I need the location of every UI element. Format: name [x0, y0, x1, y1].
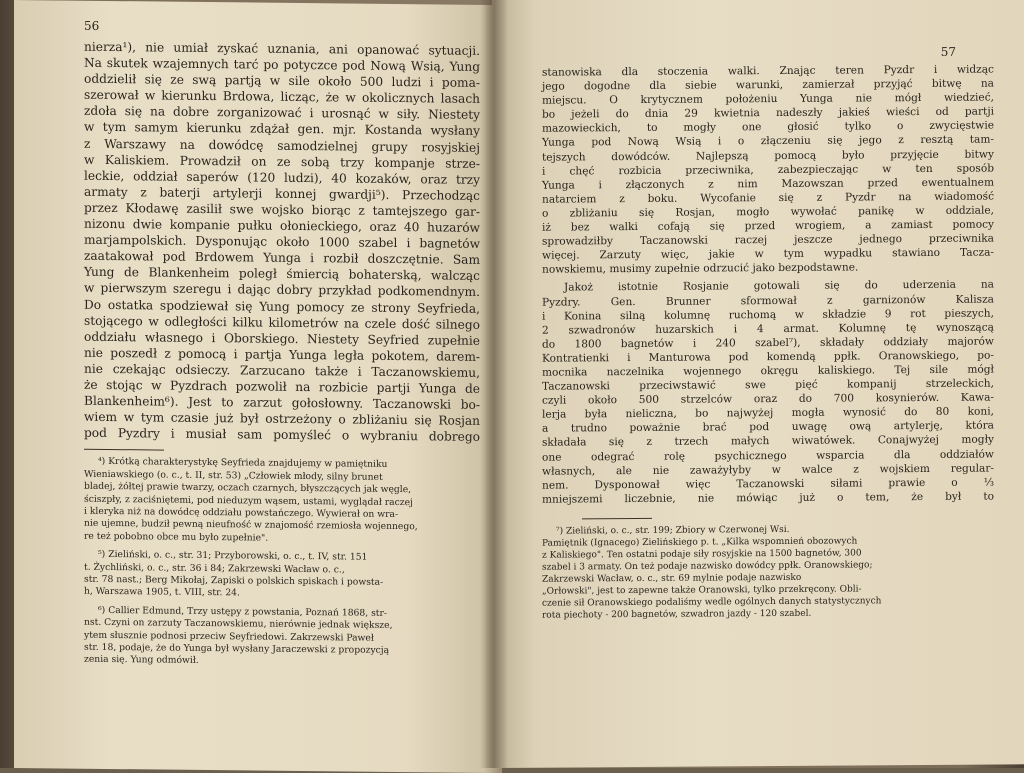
- text-line: 2 szwadronów huzarskich i 4 armat. Kolumnę tę wynoszącą: [542, 321, 994, 337]
- footnote-line: ytem słusznie podnosi przeciw Seyfriedowi. Zakrzewski Paweł: [84, 629, 374, 644]
- text-line: marjampolskich. Dysponując około 1000 szabel i bagnetów: [84, 232, 480, 252]
- text-line: wiem w tym czasie już był ostrzeżony o zbliżaniu się Rosjan: [84, 409, 480, 429]
- right-page: [492, 0, 1024, 768]
- left-body-text: [84, 39, 480, 445]
- text-line: armaty z baterji artylerji konnej gwardji⁵). Przechodząc: [84, 184, 480, 203]
- text-line: Yung de Blankenheim poległ śmiercią bohaterską, walcząc: [84, 265, 480, 284]
- text-line: Pyzdry. Gen. Brunner sformował z garnizonów Kalisza: [542, 292, 994, 309]
- footnote-line: ⁷) Zieliński, o. c., str. 199; Zbiory w Czerwonej Wsi.: [556, 524, 790, 537]
- text-line: więcej. Zarzuty więc, jakie w tym wypadku stawiano Tacza-: [542, 246, 994, 262]
- footnote-line: bladej, żółtej prawie twarzy, oczach czarnych, błyszczących jak węgle,: [84, 480, 412, 496]
- footnote-line: ściszpły, z zaciśniętemi, pod nieduzym wąsem, ustami, wyglądał raczej: [84, 493, 413, 508]
- text-line: mniejszemi liczebnie, nie mówiąc już o tem, że był to: [542, 490, 994, 506]
- text-line: sprowadziłby Taczanowski raczej jeszcze jednego przeciwnika: [542, 232, 994, 248]
- text-line: stojącego w odległości kilku kilometrów na czele dość silnego: [84, 313, 480, 332]
- right-footnotes: [542, 522, 994, 621]
- page-number-left: 56: [84, 18, 100, 33]
- text-line: a trudno poważnie brać pod uwagę ową artylerję, która: [542, 419, 994, 435]
- footnote: [542, 522, 994, 621]
- text-line: do 1800 bagnetów i 240 szabel⁷), składały oddziały majorów: [542, 335, 994, 351]
- text-line: natarciem z boku. Wycofanie się z Pyzdr na wiadomość: [542, 190, 994, 206]
- text-line: Na skutek wzajemnych tarć po potyczce pod Nową Wsią, Yung: [84, 55, 480, 74]
- footnote-line: rota piechoty - 200 bagnetów, szwadron jazdy - 120 szabel.: [542, 608, 812, 621]
- left-page: [14, 0, 502, 773]
- footnote-separator: [84, 449, 164, 451]
- text-line: składała się z trzech małych wiwatówek. Conajwyżej mogły: [542, 433, 994, 450]
- text-line: czyli około 500 strzelców oraz do 700 kosynierów. Kawa-: [542, 391, 994, 407]
- text-line: one odegrać rolę psychicznego wsparcia dla oddziałów: [542, 448, 994, 464]
- text-line: Kontratienki i Manturowa pod komendą ppłk. Oranowskiego, po-: [542, 349, 994, 365]
- text-line: bo jeżeli do dnia 29 kwietnia nadeszły jakieś wieści od partji: [542, 105, 994, 121]
- text-line: miejscu. O krytycznem położeniu Yunga nie mógł wiedzieć,: [542, 91, 994, 107]
- right-body-text: [542, 62, 994, 277]
- text-line: iż bez walki cofają się przed wrogiem, a zamiast pomocy: [542, 218, 994, 234]
- text-line: Jakoż istotnie Rosjanie gotowali się do uderzenia na: [564, 278, 994, 294]
- text-line: mazowieckich, to mogły one głosić tylko o zwycięstwie: [542, 119, 994, 136]
- text-line: Taczanowski przeciwstawić swe pięć kompanij strzeleckich,: [542, 377, 994, 393]
- book-gutter: [480, 0, 508, 768]
- text-line: Yunga pod Nową Wsią i o złączeniu się jego z resztą tam-: [542, 133, 994, 150]
- text-line: przez Kłodawę zasilił swe wojsko biorąc z tamtejszego gar-: [84, 200, 480, 219]
- text-line: z Warszawy na dowódcę samodzielnej grupy rosyjskiej: [84, 136, 480, 155]
- text-line: zaatakował pod Brdowem Yunga i rozbił doszczętnie. Sam: [84, 248, 480, 268]
- text-line: w Kaliskiem. Prowadził on ze sobą trzy kompanje strze-: [84, 152, 480, 171]
- text-line: leckie, oddział saperów (120 ludzi), 40 kozaków, oraz trzy: [84, 168, 480, 187]
- text-line: lerja była nieliczna, bo najwyżej mogła wynosić do 80 koni,: [542, 405, 994, 421]
- footnote-line: Zakrzewski Wacław, o. c., str. 69 mylnie podaje nazwisko: [542, 572, 802, 585]
- text-line: jego dogodne dla siebie warunki, zamierzał przyjąć bitwę na: [542, 77, 994, 93]
- footnote-line: Wieniawskiego (o. c., t. II, str. 53) „Człowiek młody, silny brunet: [84, 468, 383, 483]
- footnote: [84, 456, 480, 547]
- footnote-line: str. 78 nast.; Berg Mikołaj, Zapiski o polskich spiskach i powsta-: [84, 573, 384, 588]
- footnote-separator: [582, 518, 652, 519]
- text-line: oddziału własnego i Oborskiego. Niestety Seyfried zupełnie: [84, 329, 480, 348]
- text-line: i Konina silną kolumnę ruchomą w składzie 9 rot pieszych,: [542, 307, 994, 323]
- text-line: stanowiska dla stoczenia walki. Znając teren Pyzdr i widząc: [542, 63, 994, 79]
- footnote-line: czenie sił Oranowskiego podaliśmy wedle ogólnych danych statystycznych: [542, 596, 882, 609]
- text-line: Do ostatka spodziewał się Yung pomocy ze strony Seyfrieda,: [84, 297, 480, 316]
- text-line: Blankenheim⁶). Jest to zarzut gołosłowny. Taczanowski bo-: [84, 393, 480, 412]
- footnote-line: zenia się. Yung odmówił.: [84, 654, 199, 667]
- text-line: mocnika naczelnika wojennego okręgu kaliskiego. Tej sile mógł: [542, 363, 994, 379]
- text-line: nierza¹), nie umiał zyskać uznania, ani opanować sytuacji.: [84, 39, 480, 58]
- text-line: pod Pyzdry i musiał sam pomyśleć o wybraniu dobrego: [84, 425, 480, 445]
- footnote-line: nie ujemne, budził pewną nieufność w znajomość rzemiosła wojennego,: [84, 518, 418, 533]
- footnote-line: ⁵) Zieliński, o. c., str. 31; Przyborowski, o. c., t. IV, str. 151: [98, 549, 368, 563]
- page-number-right: 57: [940, 44, 956, 59]
- text-line: nowskiemu, musimy zupełnie odrzucić jako bezpodstawne.: [542, 261, 859, 276]
- footnote-line: i kleryka niż na dowódcę oddziału powstańczego. Wywierał on wra-: [84, 505, 399, 520]
- footnote-line: „Orłowski", jest to zapewne także Oranowski, tylko przekręcony. Obli-: [542, 584, 862, 597]
- right-body-paragraph-2: [542, 278, 994, 507]
- text-line: w pierwszym szeregu i dając dobry przykład podkomendnym.: [84, 281, 480, 300]
- footnote-line: ⁶) Callier Edmund, Trzy ustępy z powstania, Poznań 1868, str-: [98, 604, 387, 619]
- text-line: własnych, ale nie zaważyłyby w walce z wojskiem regular-: [542, 462, 994, 478]
- footnote: [84, 549, 480, 603]
- footnote-line: szabel i 3 armaty. On też podaje nazwisko dowódcy ppłk. Oranowskiego;: [542, 560, 873, 573]
- text-line: oddzielił się ze swą partją w sile około 500 ludzi i poma-: [84, 71, 480, 91]
- footnote-line: nst. Czyni on zarzuty Taczanowskiemu, nierównie jednak większe,: [84, 616, 393, 632]
- text-line: nie czekając odsieczy. Zarzucano także i Taczanowskiemu,: [84, 361, 480, 380]
- footnote-line: t. Żychliński, o. c., str. 36 i 84; Zakrzewski Wacław o. c.,: [84, 561, 345, 576]
- footnote-line: h, Warszawa 1905, t. VIII, str. 24.: [84, 586, 240, 599]
- text-line: tejszych dowódców. Najlepszą pomocą było przyjęcie bitwy: [542, 148, 994, 164]
- text-line: że stojąc w Pyzdrach pozwolił na rozbicie partji Yunga de: [84, 377, 480, 396]
- text-line: zdoła się na dobre zorganizować i urosnąć w siły. Niestety: [84, 104, 480, 123]
- footnote-line: str. 18, podaje, że do Yunga był wysłany Jaraczewski z propozycją: [84, 641, 390, 656]
- footnote-line: re też pobobno obce mu było zupełnie".: [84, 530, 269, 544]
- footnote-line: z Kaliskiego". Ten ostatni podaje siły rosyjskie na 1500 bagnetów, 300: [542, 548, 862, 561]
- text-line: nem. Dysponował więc Taczanowski siłami prawie o ⅓: [542, 476, 994, 492]
- text-line: w tym samym kierunku zdążał gen. mjr. Kostanda wysłany: [84, 120, 480, 139]
- text-line: o zbliżaniu się Rosjan, mogło wywołać panikę w oddziale,: [542, 204, 994, 220]
- text-line: szerował w kierunku Brdowa, licząc, że w okolicznych lasach: [84, 88, 480, 107]
- text-line: nizonu dwie kompanie pułku ołonieckiego, oraz 40 huzarów: [84, 216, 480, 235]
- text-line: nie poszedł z pomocą i partja Yunga legła pokotem, darem-: [84, 345, 480, 364]
- footnote-line: Pamiętnik (Ignacego) Zielińskiego p. t. „Kilka wspomnień obozowych: [542, 536, 858, 549]
- footnote: [84, 605, 480, 671]
- text-line: i chęć rozbicia przeciwnika, zabezpieczając w ten sposób: [542, 162, 994, 178]
- footnote-line: ⁴) Krótką charakterystykę Seyfrieda znajdujemy w pamiętniku: [98, 456, 388, 471]
- text-line: Yunga i złączonych z nim Mazowszan przed ewentualnem: [542, 176, 994, 192]
- left-footnotes: [84, 456, 480, 671]
